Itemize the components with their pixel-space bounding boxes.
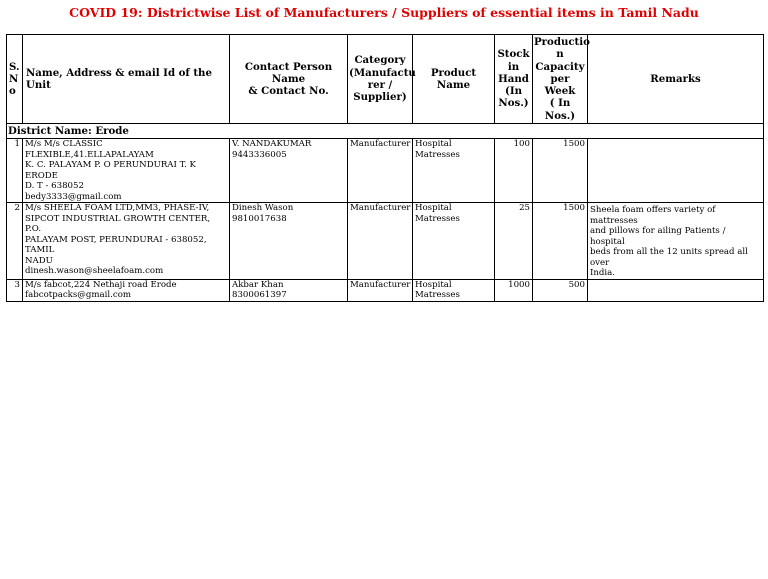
page-title: COVID 19: Districtwise List of Manufacturers / Suppliers of essential items in Tamil Nadu — [69, 5, 699, 20]
row-category: Manufacturer — [348, 139, 413, 203]
header-product: Product Name — [413, 35, 495, 124]
row-contact: Akbar Khan 8300061397 — [230, 279, 348, 301]
row-remarks: Sheela foam offers variety of mattresses and pillows for ailing Patients / hospital beds from all the 12 units spread all over India. — [588, 203, 764, 280]
header-category: Category (Manufactu rer / Supplier) — [348, 35, 413, 124]
row-remarks — [588, 279, 764, 301]
row-product: Hospital Matresses — [413, 279, 495, 301]
row-production: 1500 — [533, 203, 588, 280]
header-name-address: Name, Address & email Id of the Unit — [23, 35, 230, 124]
row-contact: Dinesh Wason 9810017638 — [230, 203, 348, 280]
district-name: District Name: Erode — [7, 124, 764, 139]
row-name-address: M/s fabcot,224 Nethaji road Erode fabcotpacks@gmail.com — [23, 279, 230, 301]
row-name-address: M/s SHEELA FOAM LTD,MM3, PHASE-IV, SIPCOT INDUSTRIAL GROWTH CENTER, P.O. PALAYAM POST, PERUNDURAI - 638052, TAMIL NADU dinesh.wason@sheelafoam.com — [23, 203, 230, 280]
row-category: Manufacturer — [348, 279, 413, 301]
table-row — [7, 203, 764, 280]
row-sno: 3 — [7, 279, 23, 301]
row-name-address: M/s M/s CLASSIC FLEXIBLE,41.ELLAPALAYAM K. C. PALAYAM P. O PERUNDURAI T. K ERODE D. T - 638052 bedy3333@gmail.com — [23, 139, 230, 203]
row-production: 500 — [533, 279, 588, 301]
row-product: Hospital Matresses — [413, 203, 495, 280]
table-row — [7, 279, 764, 301]
row-contact: V. NANDAKUMAR 9443336005 — [230, 139, 348, 203]
header-row — [7, 35, 764, 124]
row-remarks — [588, 139, 764, 203]
header-remarks: Remarks — [588, 35, 764, 124]
row-stock: 100 — [495, 139, 533, 203]
row-sno: 1 — [7, 139, 23, 203]
header-stock: Stock in Hand (In Nos.) — [495, 35, 533, 124]
row-category: Manufacturer — [348, 203, 413, 280]
header-sno: S. N o — [7, 35, 23, 124]
row-product: Hospital Matresses — [413, 139, 495, 203]
row-production: 1500 — [533, 139, 588, 203]
row-stock: 1000 — [495, 279, 533, 301]
header-production: Productio n Capacity per Week ( In Nos.) — [534, 36, 590, 122]
manufacturers-table — [6, 34, 764, 302]
district-row — [7, 124, 764, 139]
table-row — [7, 139, 764, 203]
header-contact: Contact Person Name & Contact No. — [230, 35, 348, 124]
row-stock: 25 — [495, 203, 533, 280]
row-sno: 2 — [7, 203, 23, 280]
